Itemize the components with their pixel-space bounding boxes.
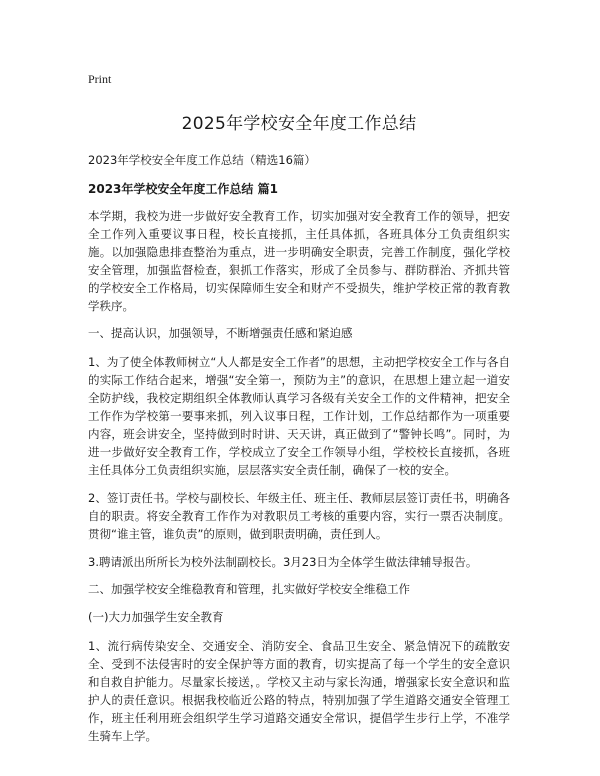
paragraph-intro: 本学期，我校为进一步做好安全教育工作，切实加强对安全教育工作的领导，把安全工作列入重要议事日程，校长直接抓，主任具体抓，各班具体分工负责组织实施。以加强隐患排查整治为重点，进一步明确安全职责，完善工作制度，强化学校安全管理，加强监督检查，狠抓工作落实，形成了全员参与、群防群治、齐抓共管的学校安全工作格局，切实保障师生安全和财产不受损失，维护学校正常的教育教学秩序。 xyxy=(88,209,510,313)
document-subtitle: 2023年学校安全年度工作总结（精选16篇） xyxy=(88,153,316,167)
heading-subsection-one: (一)大力加强学生安全教育 xyxy=(88,610,224,624)
print-link[interactable]: Print xyxy=(88,72,112,86)
page-title: 2025年学校安全年度工作总结 xyxy=(181,114,417,134)
section-heading: 2023年学校安全年度工作总结 篇1 xyxy=(88,182,278,196)
paragraph-item-3: 3.聘请派出所所长为校外法制副校长。3月23日为全体学生做法律辅导报告。 xyxy=(88,555,478,569)
paragraph-safety-education: 1、流行病传染安全、交通安全、消防安全、食品卫生安全、紧急情况下的疏散安全、受到不法侵害时的安全保护等方面的教育，切实提高了每一个学生的安全意识和自救自护能力。尽量家长接送，。学校又主动与家长沟通，增强家长安全意识和监护人的责任意识。根据我校临近公路的特点，特别加强了学生道路交通安全管理工作，班主任利用班会组织学生学习道路交通安全常识，提倡学生步行上学，不准学生骑车上学。 xyxy=(88,639,510,743)
heading-part-one: 一、提高认识，加强领导，不断增强责任感和紧迫感 xyxy=(88,326,353,340)
paragraph-item-2: 2、签订责任书。学校与副校长、年级主任、班主任、教师层层签订责任书，明确各自的职责。将安全教育工作作为对教职员工考核的重要内容，实行一票否决制度。贯彻“谁主管，谁负责”的原则，做到职责明确，责任到人。 xyxy=(88,491,510,541)
paragraph-item-1: 1、为了使全体教师树立“人人都是安全工作者”的思想，主动把学校安全工作与各自的实际工作结合起来，增强“安全第一，预防为主”的意识，在思想上建立起一道安全防护线，我校定期组织全体教师认真学习各级有关安全工作的文件精神，把安全工作作为学校第一要事来抓，列入议事日程，工作计划，工作总结都作为一项重要内容，班会讲安全，坚持做到时时讲、天天讲，真正做到了“警钟长鸣”。同时，为进一步做好安全教育工作，学校成立了安全工作领导小组，学校校长直接抓，各班主任具体分工负责组织实施，层层落实安全责任制，确保了一校的安全。 xyxy=(88,355,510,477)
heading-part-two: 二、加强学校安全维稳教育和管理，扎实做好学校安全维稳工作 xyxy=(88,582,410,596)
